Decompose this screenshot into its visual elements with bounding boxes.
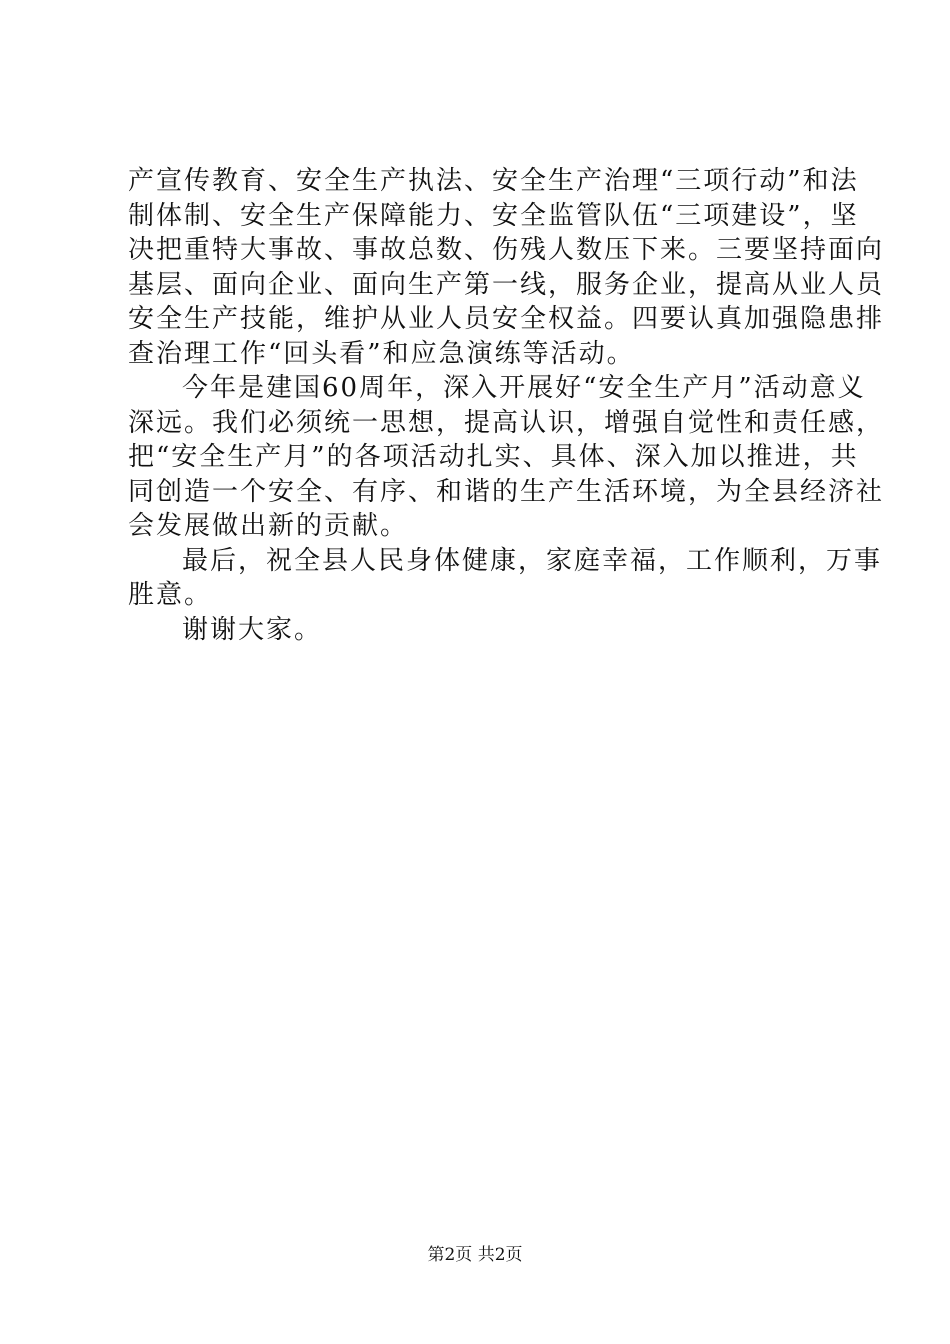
text-line: 同创造一个安全、有序、和谐的生产生活环境，为全县经济社	[128, 476, 885, 507]
paragraph-start-line: 最后，祝全县人民身体健康，家庭幸福，工作顺利，万事	[182, 545, 883, 576]
paragraph-start-line: 今年是建国60周年，深入开展好“安全生产月”活动意义	[182, 373, 866, 403]
text-line: 查治理工作“回头看”和应急演练等活动。	[128, 338, 635, 369]
text-line: 决把重特大事故、事故总数、伤残人数压下来。三要坚持面向	[128, 235, 885, 265]
text-line: 制体制、安全生产保障能力、安全监管队伍“三项建设”，坚	[128, 200, 859, 231]
text-line: 会发展做出新的贡献。	[128, 511, 409, 541]
text-line: 产宣传教育、安全生产执法、安全生产治理“三项行动”和法	[128, 166, 859, 196]
text-line: 安全生产技能，维护从业人员安全权益。四要认真加强隐患排	[128, 304, 885, 334]
text-line: 胜意。	[128, 580, 213, 610]
text-line: 基层、面向企业、面向生产第一线，服务企业，提高从业人员	[128, 269, 885, 300]
text-line: 深远。我们必须统一思想，提高认识，增强自觉性和责任感，	[128, 407, 885, 438]
paragraph-start-line: 谢谢大家。	[182, 614, 323, 645]
document-body	[128, 164, 885, 647]
page-number-footer: 第2页 共2页	[427, 1245, 523, 1265]
text-line: 把“安全生产月”的各项活动扎实、具体、深入加以推进，共	[128, 442, 859, 472]
